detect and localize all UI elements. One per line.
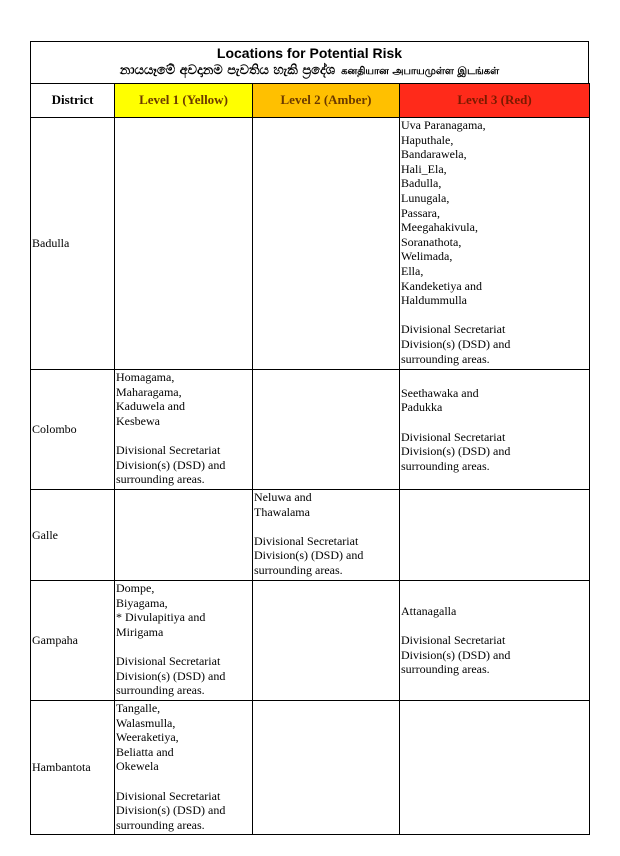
spacer [254,519,398,534]
location-line: Padukka [401,400,443,415]
risk-locations-document [30,41,589,835]
table-row [31,118,590,370]
location-line: Passara, [401,205,440,220]
location-line: Kandeketiya and [401,278,482,293]
header-level-1: Level 1 (Yellow) [115,84,253,118]
header-level-3: Level 3 (Red) [400,84,590,118]
location-line: Division(s) (DSD) and [401,336,511,351]
level-2-cell [253,118,400,370]
location-line: surrounding areas. [401,351,490,366]
location-line: Division(s) (DSD) and [254,548,364,563]
district-cell: Badulla [31,118,115,370]
spacer [401,415,588,430]
header-district: District [31,84,115,118]
spacer [116,428,251,443]
location-line: surrounding areas. [116,472,205,487]
title-sinhala: නායයෑමේ අවදානම පැවතිය හැකි ප්‍රදේශ [119,63,336,78]
location-line: Division(s) (DSD) and [401,647,511,662]
location-line: Division(s) (DSD) and [116,457,226,472]
level-3-cell [400,118,590,370]
level-3-cell [400,701,590,835]
location-line: surrounding areas. [116,683,205,698]
location-line: surrounding areas. [401,458,490,473]
location-line: Beliatta and [116,744,174,759]
district-cell: Hambantota [31,701,115,835]
location-line: Weeraketiya, [116,730,179,745]
location-line: surrounding areas. [116,817,205,832]
district-cell: Gampaha [31,581,115,701]
location-line: Division(s) (DSD) and [401,444,511,459]
location-line: Divisional Secretariat [254,533,359,548]
level-1-cell [115,490,253,581]
table-row [31,581,590,701]
location-line: Thawalama [254,504,310,519]
location-line: Maharagama, [116,384,182,399]
location-line: Divisional Secretariat [116,788,221,803]
title-tamil: கனதியான அபாயமுள்ள இடங்கள் [341,66,500,77]
title-english: Locations for Potential Risk [216,45,403,61]
level-3-cell [400,370,590,490]
table-row [31,370,590,490]
title-block [30,41,589,83]
location-line: Haputhale, [401,132,454,147]
level-3-cell [400,490,590,581]
location-line: Biyagama, [116,595,168,610]
spacer [116,639,251,654]
spacer [116,774,251,789]
level-1-cell [115,118,253,370]
location-line: Bandarawela, [401,147,467,162]
district-cell: Galle [31,490,115,581]
location-line: Neluwa and [254,490,312,504]
location-line: Okewela [116,759,159,774]
location-line: Ella, [401,263,424,278]
spacer [401,619,588,634]
location-line: Mirigama [116,624,164,639]
location-line: Hali_Ela, [401,161,447,176]
level-1-cell [115,370,253,490]
location-line: Welimada, [401,249,453,264]
header-level-2: Level 2 (Amber) [253,84,400,118]
location-line: Division(s) (DSD) and [116,668,226,683]
location-line: Seethawaka and [401,385,479,400]
location-line: Homagama, [116,370,175,384]
location-line: Meegahakivula, [401,220,478,235]
level-2-cell [253,490,400,581]
location-line: Dompe, [116,581,155,595]
spacer [401,308,588,323]
location-line: * Divulapitiya and [116,610,206,625]
table-row [31,701,590,835]
level-2-cell [253,701,400,835]
location-line: Division(s) (DSD) and [116,803,226,818]
risk-table [30,83,590,835]
location-line: Divisional Secretariat [401,322,506,337]
location-line: Tangalle, [116,701,161,715]
level-2-cell [253,370,400,490]
location-line: surrounding areas. [254,562,343,577]
location-line: Kaduwela and [116,399,185,414]
table-row [31,490,590,581]
location-line: Walasmulla, [116,715,176,730]
location-line: Divisional Secretariat [401,633,506,648]
location-line: Badulla, [401,176,442,191]
header-row [31,84,590,118]
location-line: Divisional Secretariat [116,442,221,457]
location-line: Attanagalla [401,604,457,619]
location-line: Kesbewa [116,413,160,428]
location-line: Divisional Secretariat [116,653,221,668]
location-line: Soranathota, [401,234,462,249]
level-1-cell [115,701,253,835]
location-line: Lunugala, [401,190,450,205]
level-1-cell [115,581,253,701]
location-line: surrounding areas. [401,662,490,677]
location-line: Uva Paranagama, [401,118,486,132]
location-line: Haldummulla [401,293,467,308]
level-3-cell [400,581,590,701]
title-local [31,62,588,81]
level-2-cell [253,581,400,701]
location-line: Divisional Secretariat [401,429,506,444]
district-cell: Colombo [31,370,115,490]
